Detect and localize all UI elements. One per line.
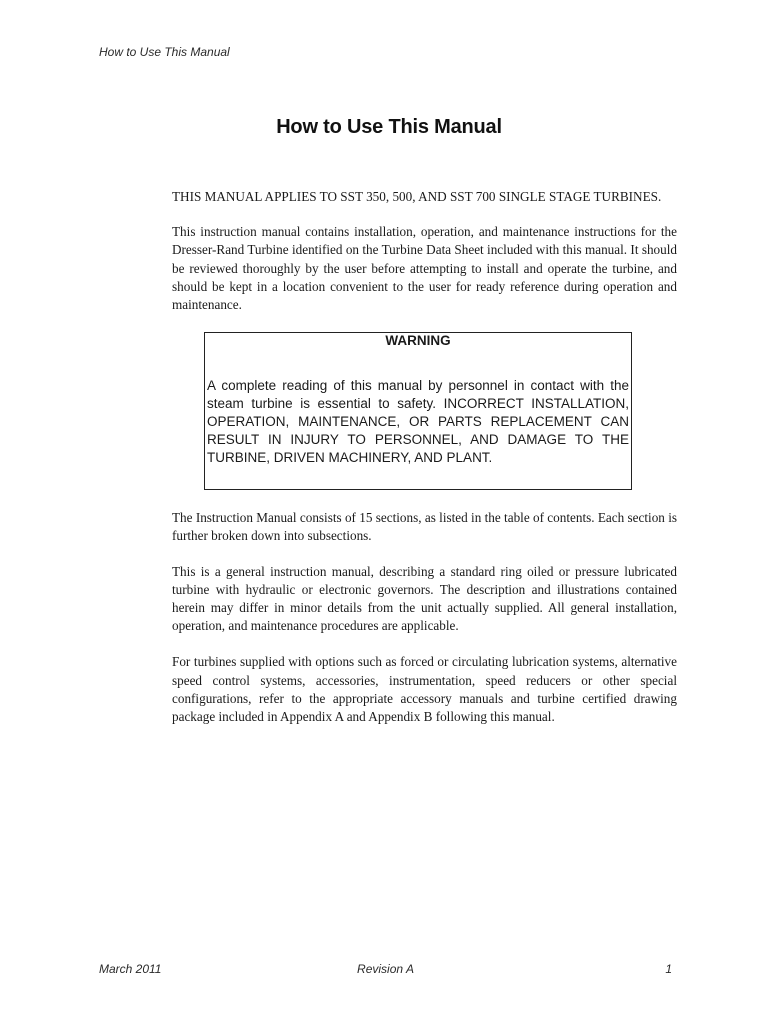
warning-text: A complete reading of this manual by personnel in contact with the steam turbine is essential to safety. INCORRECT INSTALLATION, OPERATION, MAINTENANCE, OR PARTS REPLACEMENT CAN RESULT IN INJURY TO PERSONNEL, AND DAMAGE TO THE TURBINE, DRIVEN MACHINERY, AND PLANT. <box>207 378 629 466</box>
sections-paragraph: The Instruction Manual consists of 15 sections, as listed in the table of contents. Each section is further broken down into subsections. <box>172 510 677 544</box>
document-body <box>172 188 677 726</box>
instruction-paragraph: This instruction manual contains installation, operation, and maintenance instructions for the Dresser-Rand Turbine identified on the Turbine Data Sheet included with this manual. It should be reviewed thoroughly by the user before attempting to install and operate the turbine, and should be kept in a location convenient to the user for ready reference during operation and maintenance. <box>172 224 677 313</box>
page-title: How to Use This Manual <box>276 116 502 138</box>
warning-box <box>204 332 632 490</box>
general-paragraph: This is a general instruction manual, describing a standard ring oiled or pressure lubricated turbine with hydraulic or electronic governors. The description and illustrations contained herein may differ in minor details from the unit actually supplied. All general installation, operation, and maintenance procedures are applicable. <box>172 563 677 634</box>
warning-title: WARNING <box>385 333 451 349</box>
page-number: 1 <box>665 962 672 976</box>
footer-revision: Revision A <box>357 962 414 976</box>
running-header: How to Use This Manual <box>99 45 230 59</box>
footer-date: March 2011 <box>99 962 162 976</box>
applies-paragraph: THIS MANUAL APPLIES TO SST 350, 500, AND SST 700 SINGLE STAGE TURBINES. <box>172 189 662 204</box>
options-paragraph: For turbines supplied with options such as forced or circulating lubrication systems, alternative speed control systems, accessories, instrumentation, speed reducers or other special configurations, refer to the appropriate accessory manuals and turbine certified drawing package included in Appendix A and Appendix B following this manual. <box>172 654 677 725</box>
